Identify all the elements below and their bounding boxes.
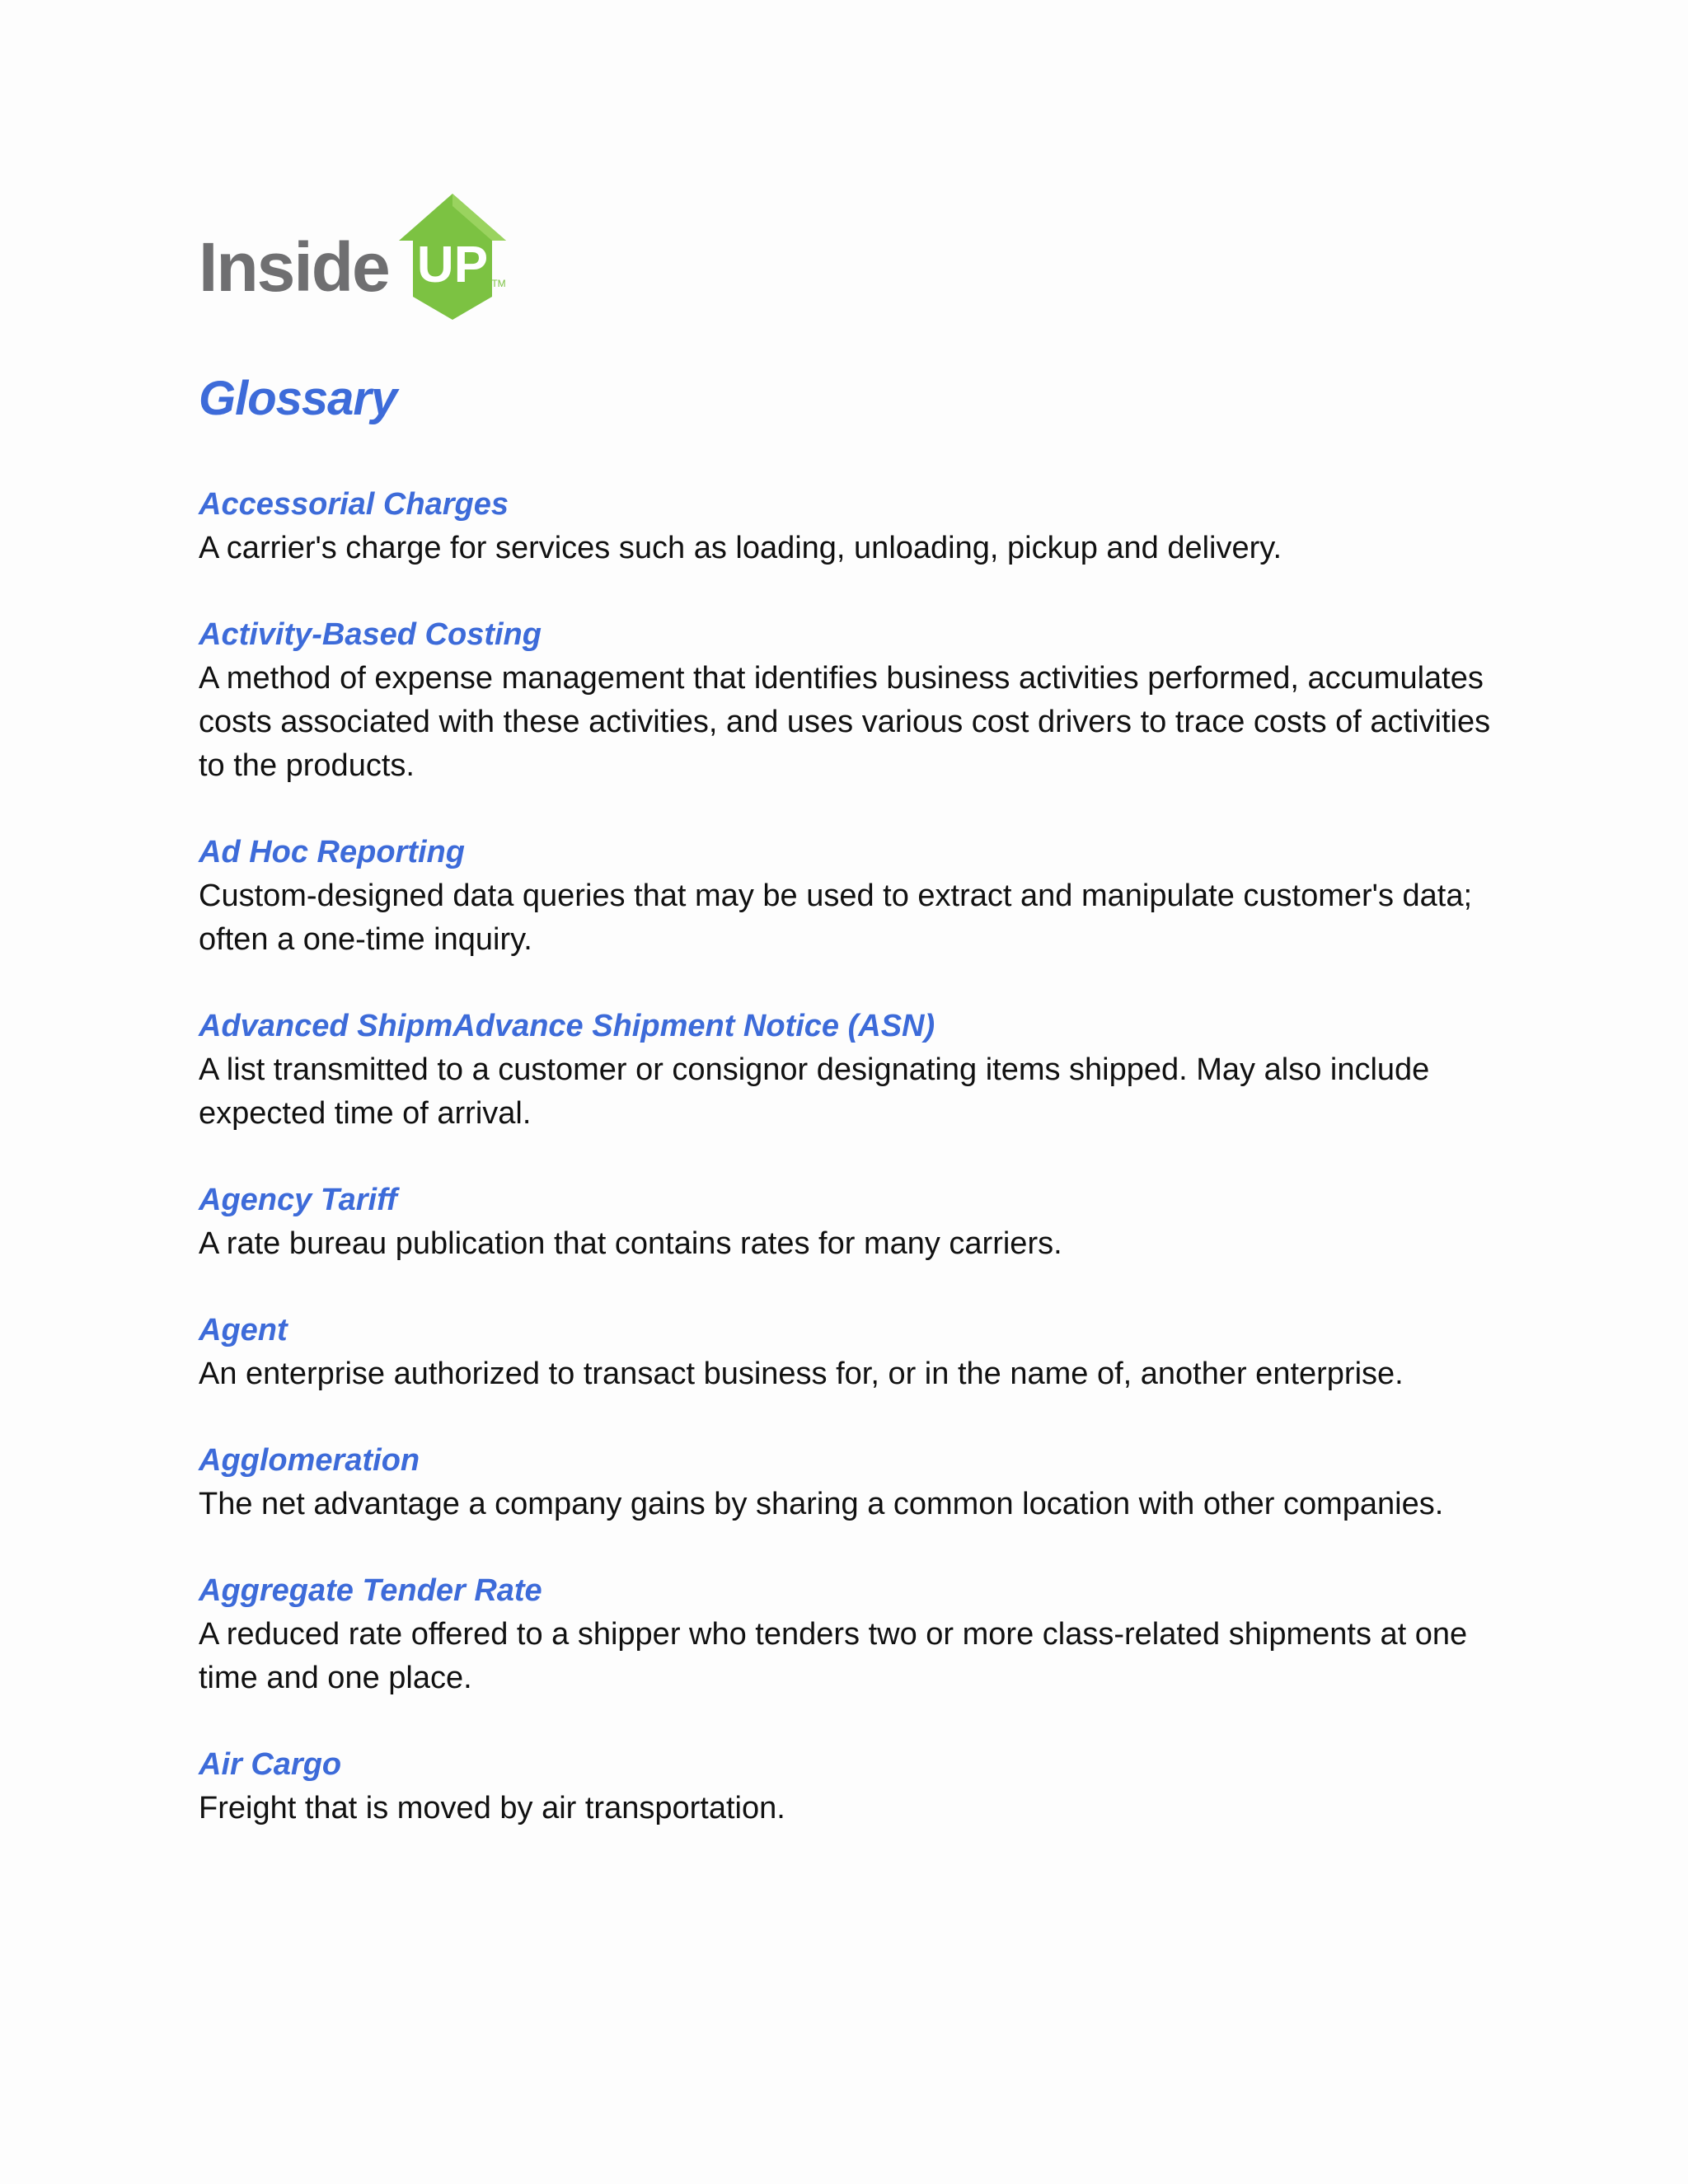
logo-trademark: TM <box>491 278 506 289</box>
logo-up-mark <box>395 190 510 321</box>
glossary-term: Air Cargo <box>199 1746 342 1782</box>
glossary-definition: A reduced rate offered to a shipper who tenders two or more class-related shipments at one time and one place. <box>199 1616 1468 1695</box>
glossary-definition: A list transmitted to a customer or consignor designating items shipped. May also include expected time of arrival. <box>199 1052 1430 1131</box>
glossary-definition: A carrier's charge for services such as loading, unloading, pickup and delivery. <box>199 530 1282 565</box>
glossary-definition: Freight that is moved by air transportation. <box>199 1790 785 1825</box>
glossary-definition: Custom-designed data queries that may be used to extract and manipulate customer's data; often a one-time inquiry. <box>199 878 1473 957</box>
glossary-term: Agglomeration <box>199 1442 420 1478</box>
glossary-definition: A rate bureau publication that contains rates for many carriers. <box>199 1226 1062 1261</box>
logo-wordmark: Inside <box>199 228 389 306</box>
glossary-term: Agency Tariff <box>199 1182 397 1217</box>
glossary-term: Advanced ShipmAdvance Shipment Notice (ASN) <box>199 1008 935 1043</box>
glossary-entry <box>199 831 1517 962</box>
glossary-definition: A method of expense management that identifies business activities performed, accumulates costs associated with these activities, and uses various cost drivers to trace costs of activities to the products. <box>199 660 1491 783</box>
glossary-entry <box>199 1569 1517 1700</box>
glossary-term: Accessorial Charges <box>199 486 509 522</box>
logo-mark-text: UP <box>416 237 489 293</box>
glossary-definition: An enterprise authorized to transact business for, or in the name of, another enterprise. <box>199 1356 1404 1391</box>
glossary-entry <box>199 483 1517 570</box>
page-title: Glossary <box>199 372 397 425</box>
glossary-term: Aggregate Tender Rate <box>199 1572 542 1608</box>
glossary-entry <box>199 1743 1517 1830</box>
glossary-definition: The net advantage a company gains by sharing a common location with other companies. <box>199 1486 1444 1521</box>
glossary-entry <box>199 1439 1517 1526</box>
glossary-entry <box>199 1309 1517 1396</box>
document-page <box>199 190 1517 1873</box>
glossary-term: Activity-Based Costing <box>199 616 542 652</box>
glossary-term: Agent <box>199 1312 288 1347</box>
glossary-entry <box>199 613 1517 788</box>
insideup-logo <box>199 190 520 330</box>
glossary-entry <box>199 1005 1517 1136</box>
glossary-entry <box>199 1179 1517 1266</box>
glossary-term: Ad Hoc Reporting <box>199 834 465 869</box>
